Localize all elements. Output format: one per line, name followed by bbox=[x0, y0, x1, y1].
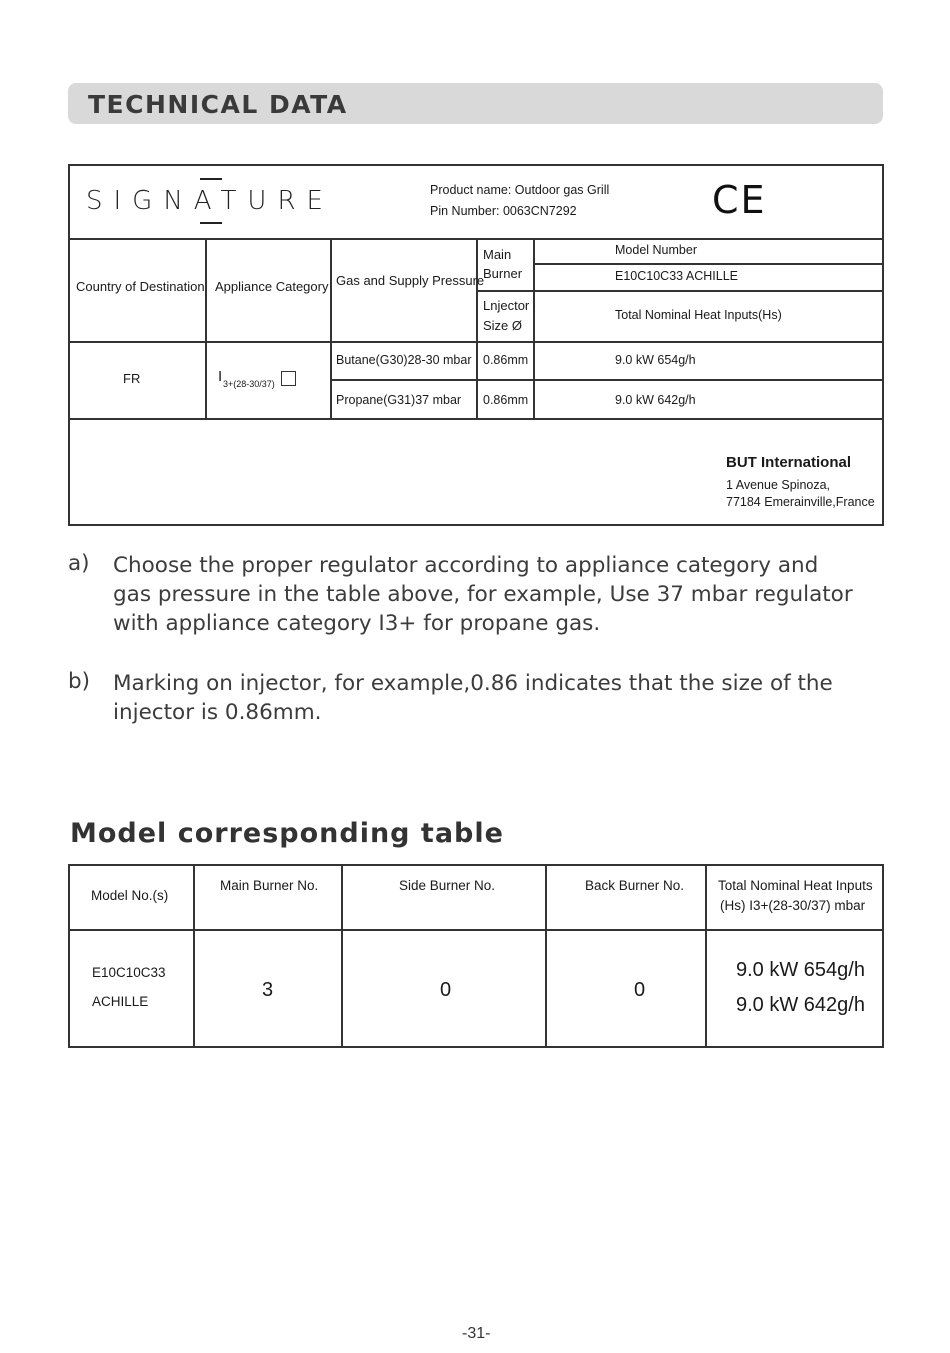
note-a-label: a) bbox=[68, 551, 90, 576]
injector-header-line1: Lnjector bbox=[483, 298, 530, 313]
category-checkbox bbox=[281, 371, 296, 386]
back-burner-header: Back Burner No. bbox=[585, 878, 685, 893]
main-burner-count: 3 bbox=[262, 979, 274, 1001]
heat-row1: 9.0 kW 654g/h bbox=[615, 353, 696, 367]
side-burner-count: 0 bbox=[440, 979, 452, 1001]
category-main: I bbox=[218, 368, 223, 385]
note-b-line2: injector is 0.86mm. bbox=[113, 700, 322, 725]
side-burner-header: Side Burner No. bbox=[399, 878, 496, 893]
company-address-line2: 77184 Emerainville,France bbox=[726, 495, 875, 509]
model-number-value: E10C10C33 ACHILLE bbox=[615, 269, 738, 283]
heat-row2: 9.0 kW 642g/h bbox=[615, 393, 696, 407]
note-b-label: b) bbox=[68, 669, 91, 694]
company-address-line1: 1 Avenue Spinoza, bbox=[726, 478, 831, 492]
note-a-line2: gas pressure in the table above, for example, Use 37 mbar regulator bbox=[113, 582, 853, 607]
note-a-line1: Choose the proper regulator according to appliance category and bbox=[113, 553, 819, 578]
main-burner-header-line2: Burner bbox=[483, 266, 523, 281]
heat-value-line2: 9.0 kW 642g/h bbox=[736, 994, 865, 1016]
ce-mark: CE bbox=[712, 178, 767, 222]
gas-header: Gas and Supply Pressure bbox=[336, 273, 485, 288]
gas-row2: Propane(G31)37 mbar bbox=[336, 393, 462, 407]
note-b-line1: Marking on injector, for example,0.86 indicates that the size of the bbox=[113, 671, 833, 696]
heat-header-line1: Total Nominal Heat Inputs bbox=[718, 878, 873, 893]
back-burner-count: 0 bbox=[634, 979, 646, 1001]
page-number: -31- bbox=[462, 1325, 491, 1342]
category-header: Appliance Category bbox=[215, 279, 329, 294]
gas-row1: Butane(G30)28-30 mbar bbox=[336, 353, 472, 367]
country-header: Country of Destination bbox=[76, 279, 205, 294]
model-header: Model No.(s) bbox=[91, 888, 169, 903]
heat-value-line1: 9.0 kW 654g/h bbox=[736, 959, 865, 981]
injector-header-line2: Size Ø bbox=[483, 318, 523, 333]
injector-row1: 0.86mm bbox=[483, 353, 529, 367]
product-name: Product name: Outdoor gas Grill bbox=[430, 183, 610, 197]
heat-inputs-header: Total Nominal Heat Inputs(Hs) bbox=[615, 308, 782, 322]
model-table-title: Model corresponding table bbox=[70, 818, 504, 849]
signature-logo: SIGNATURE bbox=[86, 186, 334, 216]
pin-number: Pin Number: 0063CN7292 bbox=[430, 204, 577, 218]
heat-header-line2: (Hs) I3+(28-30/37) mbar bbox=[720, 898, 866, 913]
page-title: TECHNICAL DATA bbox=[88, 90, 348, 119]
category-sub: 3+(28-30/37) bbox=[223, 379, 275, 389]
main-burner-header-line1: Main bbox=[483, 247, 512, 262]
company-name: BUT International bbox=[726, 454, 852, 471]
main-burner-header: Main Burner No. bbox=[220, 878, 319, 893]
model-number-label: Model Number bbox=[615, 243, 697, 257]
injector-row2: 0.86mm bbox=[483, 393, 529, 407]
note-a-line3: with appliance category I3+ for propane gas. bbox=[113, 611, 601, 636]
country-value: FR bbox=[123, 371, 141, 386]
model-value-line2: ACHILLE bbox=[92, 994, 149, 1009]
model-value-line1: E10C10C33 bbox=[92, 965, 166, 980]
